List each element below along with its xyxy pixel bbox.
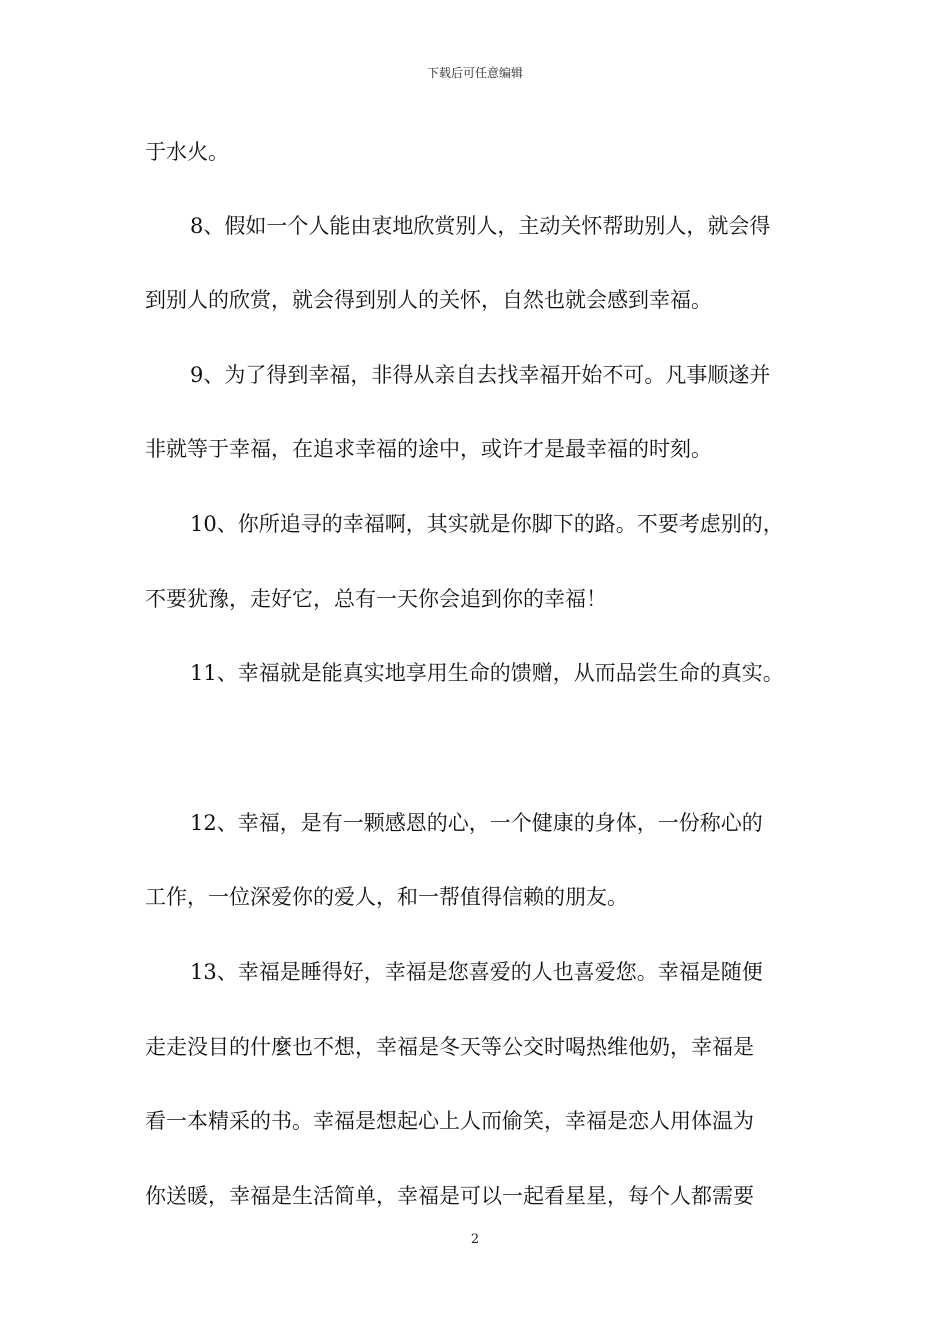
text-line: 工作，一位深爱你的爱人，和一帮值得信赖的朋友。	[145, 885, 628, 909]
text-line: 到别人的欣赏，就会得到别人的关怀，自然也就会感到幸福。	[145, 288, 712, 312]
text-line: 8、假如一个人能由衷地欣赏别人，主动关怀帮助别人，就会得	[190, 214, 771, 238]
text-line: 10、你所追寻的幸福啊，其实就是你脚下的路。不要考虑别的，	[190, 512, 784, 536]
text-line: 11、幸福就是能真实地享用生命的馈赠，从而品尝生命的真实。	[190, 661, 784, 685]
text-line: 走走没目的什麼也不想，幸福是冬天等公交时喝热维他奶，幸福是	[145, 1035, 754, 1059]
text-line: 13、幸福是睡得好，幸福是您喜爱的人也喜爱您。幸福是随便	[190, 960, 763, 984]
text-line: 9、为了得到幸福，非得从亲自去找幸福开始不可。凡事顺遂并	[190, 363, 771, 387]
text-line: 你送暖，幸福是生活简单，幸福是可以一起看星星，每个人都需要	[145, 1184, 754, 1208]
page-header: 下载后可任意编辑	[426, 66, 523, 80]
text-line: 于水火。	[145, 140, 229, 164]
text-line: 看一本精采的书。幸福是想起心上人而偷笑，幸福是恋人用体温为	[145, 1109, 754, 1133]
text-line: 非就等于幸福，在追求幸福的途中，或许才是最幸福的时刻。	[145, 437, 712, 461]
text-line: 12、幸福，是有一颗感恩的心，一个健康的身体，一份称心的	[190, 811, 763, 835]
page-number: 2	[470, 1232, 480, 1247]
text-line: 不要犹豫，走好它，总有一天你会追到你的幸福！	[145, 587, 607, 611]
